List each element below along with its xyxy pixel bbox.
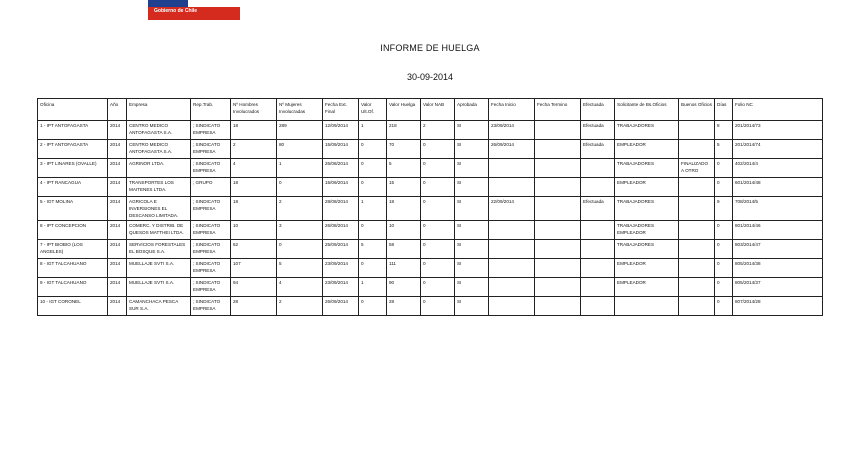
- table-cell: EMPLEADOR: [615, 278, 679, 297]
- table-cell: TRABAJADORES: [615, 159, 679, 178]
- table-cell: 10: [231, 221, 277, 240]
- table-cell: [679, 197, 715, 221]
- table-cell: 111: [387, 259, 421, 278]
- table-cell: 3 - IPT LINARES (OVALLE): [38, 159, 108, 178]
- table-cell: [581, 278, 615, 297]
- table-cell: [581, 221, 615, 240]
- table-row: [38, 121, 823, 140]
- table-cell: 0: [359, 140, 387, 159]
- table-cell: 0: [715, 297, 733, 316]
- table-cell: [535, 221, 581, 240]
- table-header-row: [38, 99, 823, 121]
- header-cell: Fecha Inicio: [489, 99, 535, 121]
- table-cell: CAMANCHACA PESCA SUR S.A.: [127, 297, 191, 316]
- table-cell: 0: [715, 259, 733, 278]
- table-cell: 15/09/2014: [323, 178, 359, 197]
- table-cell: ; SINDICATO EMPRESA: [191, 259, 231, 278]
- table-cell: 28/08/2014: [323, 197, 359, 221]
- table-cell: 18: [231, 178, 277, 197]
- table-cell: 5: [359, 240, 387, 259]
- table-cell: [581, 178, 615, 197]
- table-cell: 5: [277, 259, 323, 278]
- table-cell: SERVICIOS FORESTALES EL BOSQUE S.A.: [127, 240, 191, 259]
- header-cell: Aprobada: [455, 99, 489, 121]
- table-cell: TRANSPORTES LOS MAITENES LTDA.: [127, 178, 191, 197]
- table-cell: [581, 240, 615, 259]
- table-cell: [489, 297, 535, 316]
- table-cell: 15/09/2014: [323, 140, 359, 159]
- table-cell: 9: [715, 197, 733, 221]
- table-cell: 2014: [108, 178, 127, 197]
- table-cell: ; SINDICATO EMPRESA: [191, 240, 231, 259]
- table-cell: TRABAJADORES EMPLEADOR: [615, 221, 679, 240]
- table-cell: 107: [231, 259, 277, 278]
- table-cell: 28: [387, 297, 421, 316]
- table-cell: [489, 159, 535, 178]
- table-cell: 90: [387, 278, 421, 297]
- table-cell: 2: [277, 297, 323, 316]
- table-cell: 1: [277, 159, 323, 178]
- table-cell: 62: [231, 240, 277, 259]
- table-cell: [581, 297, 615, 316]
- table-cell: 58: [387, 240, 421, 259]
- table-cell: 218: [387, 121, 421, 140]
- table-cell: 3: [277, 221, 323, 240]
- table-cell: [679, 178, 715, 197]
- table-cell: [535, 278, 581, 297]
- table-cell: 26/08/2014: [323, 159, 359, 178]
- table-cell: SI: [455, 221, 489, 240]
- table-cell: CENTRO MEDICO ANTOFAGASTA S.A.: [127, 140, 191, 159]
- header-cell: Efectuada: [581, 99, 615, 121]
- table-cell: 2 - IPT ANTOFAGASTA: [38, 140, 108, 159]
- strike-report-table: [37, 98, 823, 316]
- table-cell: SI: [455, 259, 489, 278]
- header-cell: Fecha Termino: [535, 99, 581, 121]
- header-cell: Fecha Ext. Final: [323, 99, 359, 121]
- table-cell: 25/09/2014: [323, 240, 359, 259]
- table-cell: 2014: [108, 121, 127, 140]
- table-cell: 0: [277, 240, 323, 259]
- table-cell: SI: [455, 178, 489, 197]
- table-cell: 708/2014/5: [733, 197, 823, 221]
- table-cell: 805/2014/37: [733, 278, 823, 297]
- table-cell: CENTRO MEDICO ANTOFAGASTA S.A.: [127, 121, 191, 140]
- table-cell: TRABAJADORES: [615, 240, 679, 259]
- table-cell: ; GRUPO: [191, 178, 231, 197]
- table-cell: [489, 240, 535, 259]
- table-cell: ; SINDICATO EMPRESA: [191, 121, 231, 140]
- table-cell: 0: [359, 297, 387, 316]
- header-cell: Empresa: [127, 99, 191, 121]
- table-cell: ; SINDICATO EMPRESA: [191, 221, 231, 240]
- table-cell: 1: [359, 121, 387, 140]
- table-cell: 402/2014/4: [733, 159, 823, 178]
- table-row: [38, 221, 823, 240]
- table-cell: [581, 259, 615, 278]
- table-cell: 2014: [108, 197, 127, 221]
- table-cell: 0: [421, 297, 455, 316]
- table-cell: 289: [277, 121, 323, 140]
- table-cell: 7 - IPT BIOBIO (LOS ANGELES): [38, 240, 108, 259]
- table-cell: AGRICOLA E INVERSIONES EL DESCANSO LIMITADA.: [127, 197, 191, 221]
- table-cell: TRABAJADORES: [615, 121, 679, 140]
- table-cell: [679, 121, 715, 140]
- table-row: [38, 297, 823, 316]
- table-cell: [535, 259, 581, 278]
- table-cell: 23/09/2014: [489, 121, 535, 140]
- table-cell: 18: [231, 197, 277, 221]
- table-cell: 0: [421, 140, 455, 159]
- table-cell: 15: [387, 178, 421, 197]
- table-cell: [679, 278, 715, 297]
- table-cell: [679, 140, 715, 159]
- table-cell: 1: [359, 197, 387, 221]
- table-cell: 0: [359, 259, 387, 278]
- table-cell: 0: [359, 159, 387, 178]
- table-cell: SI: [455, 240, 489, 259]
- table-cell: 70: [387, 140, 421, 159]
- table-cell: [679, 297, 715, 316]
- table-cell: SI: [455, 140, 489, 159]
- table-cell: 2014: [108, 159, 127, 178]
- table-cell: 5: [715, 140, 733, 159]
- table-cell: 12/09/2014: [323, 121, 359, 140]
- header-cell: Valor Ult.Of.: [359, 99, 387, 121]
- table-cell: [535, 197, 581, 221]
- table-row: [38, 278, 823, 297]
- table-cell: 2: [277, 197, 323, 221]
- table-cell: 201/2014/74: [733, 140, 823, 159]
- table-row: [38, 240, 823, 259]
- table-cell: 0: [421, 240, 455, 259]
- table-row: [38, 197, 823, 221]
- table-cell: [535, 140, 581, 159]
- table-cell: 0: [715, 278, 733, 297]
- table-cell: Efectuada: [581, 197, 615, 221]
- table-cell: 5: [387, 159, 421, 178]
- table-cell: ; SINDICATO EMPRESA: [191, 140, 231, 159]
- table-cell: Efectuada: [581, 121, 615, 140]
- table-cell: 26/09/2014: [489, 140, 535, 159]
- table-cell: 0: [421, 197, 455, 221]
- table-cell: 2014: [108, 297, 127, 316]
- table-cell: 1 - IPT ANTOFAGASTA: [38, 121, 108, 140]
- table-cell: 10: [387, 221, 421, 240]
- table-cell: 2: [421, 121, 455, 140]
- table-cell: SI: [455, 121, 489, 140]
- table-cell: 601/2014/48: [733, 178, 823, 197]
- table-cell: 2014: [108, 240, 127, 259]
- table-cell: [535, 297, 581, 316]
- table-cell: 28: [231, 297, 277, 316]
- table-cell: 26/08/2014: [323, 221, 359, 240]
- table-cell: [581, 159, 615, 178]
- table-cell: EMPLEADOR: [615, 178, 679, 197]
- header-cell: Folio NC: [733, 99, 823, 121]
- table-cell: 18: [231, 121, 277, 140]
- table-cell: SI: [455, 278, 489, 297]
- table-cell: 1: [359, 278, 387, 297]
- table-cell: FINALIZADO A OTRO: [679, 159, 715, 178]
- table-cell: 805/2014/38: [733, 259, 823, 278]
- table-cell: SI: [455, 159, 489, 178]
- table-cell: [679, 259, 715, 278]
- table-cell: 2014: [108, 259, 127, 278]
- table-cell: 0: [715, 178, 733, 197]
- table-row: [38, 159, 823, 178]
- table-cell: [535, 240, 581, 259]
- table-cell: 8 - IGT TALCAHUANO: [38, 259, 108, 278]
- table-cell: 2014: [108, 221, 127, 240]
- table-cell: 201/2014/73: [733, 121, 823, 140]
- table-cell: [679, 221, 715, 240]
- table-cell: 0: [421, 259, 455, 278]
- table-cell: EMPLEADOR: [615, 140, 679, 159]
- table-cell: 0: [421, 221, 455, 240]
- table-cell: 2: [231, 140, 277, 159]
- header-cell: Valor NAB: [421, 99, 455, 121]
- table-cell: 9 - IGT TALCAHUANO: [38, 278, 108, 297]
- header-cell: Nº Hombres Involucrados: [231, 99, 277, 121]
- table-cell: 0: [359, 178, 387, 197]
- table-cell: 8 - IPT CONCEPCION: [38, 221, 108, 240]
- table-cell: 22/09/2014: [489, 197, 535, 221]
- table-cell: 0: [421, 159, 455, 178]
- gobierno-de-chile-logo: [148, 0, 240, 20]
- report-title: INFORME DE HUELGA: [380, 43, 480, 53]
- table-cell: 0: [715, 159, 733, 178]
- table-cell: [679, 240, 715, 259]
- table-row: [38, 140, 823, 159]
- table-cell: 807/2014/28: [733, 297, 823, 316]
- table-cell: 2014: [108, 140, 127, 159]
- header-cell: Oficina: [38, 99, 108, 121]
- table-cell: 4: [231, 159, 277, 178]
- logo-text: Gobierno de Chile: [154, 8, 198, 14]
- table-cell: TRABAJADORES: [615, 197, 679, 221]
- table-cell: 80: [277, 140, 323, 159]
- table-cell: 0: [277, 178, 323, 197]
- table-cell: 2014: [108, 278, 127, 297]
- table-cell: 0: [359, 221, 387, 240]
- table-cell: 10 - IGT CORONEL: [38, 297, 108, 316]
- table-cell: ; SINDICATO EMPRESA: [191, 297, 231, 316]
- table-cell: 5 - IGT MOLINA: [38, 197, 108, 221]
- header-cell: Valor Huelga: [387, 99, 421, 121]
- table-cell: [489, 278, 535, 297]
- logo-blue-band: [148, 0, 188, 7]
- table-cell: 0: [421, 278, 455, 297]
- header-cell: Días: [715, 99, 733, 121]
- table-cell: [535, 159, 581, 178]
- table-cell: 4: [277, 278, 323, 297]
- table-cell: 8: [715, 121, 733, 140]
- table-cell: ; SINDICATO EMPRESA: [191, 159, 231, 178]
- table-cell: 801/2014/46: [733, 221, 823, 240]
- table-cell: 4 - IPT RANCAGUA: [38, 178, 108, 197]
- table-cell: [489, 178, 535, 197]
- table-cell: [489, 221, 535, 240]
- table-cell: ; SINDICATO EMPRESA: [191, 278, 231, 297]
- table-cell: [535, 178, 581, 197]
- table-cell: MUELLAJE SVTI S.A.: [127, 259, 191, 278]
- table-cell: 26/09/2014: [323, 297, 359, 316]
- header-cell: Año: [108, 99, 127, 121]
- header-cell: Solicitante de Bs.Oficios: [615, 99, 679, 121]
- table-cell: [615, 297, 679, 316]
- table-cell: 0: [421, 178, 455, 197]
- table-cell: 18: [387, 197, 421, 221]
- table-cell: COMERC. Y DISTRIB. DE QUESOS MATTHEI LTDA.: [127, 221, 191, 240]
- header-cell: Nº Mujeres Involucradas: [277, 99, 323, 121]
- table-row: [38, 178, 823, 197]
- table-body: [38, 121, 823, 316]
- report-date: 30-09-2014: [406, 72, 454, 82]
- header-cell: Rep.Trab.: [191, 99, 231, 121]
- table-cell: 94: [231, 278, 277, 297]
- header-cell: Buenos Oficios: [679, 99, 715, 121]
- table-cell: EMPLEADOR: [615, 259, 679, 278]
- table-cell: ; SINDICATO EMPRESA: [191, 197, 231, 221]
- table-row: [38, 259, 823, 278]
- table-cell: 803/2014/47: [733, 240, 823, 259]
- table-cell: 23/09/2014: [323, 259, 359, 278]
- table-cell: Efectuada: [581, 140, 615, 159]
- table-cell: 23/09/2014: [323, 278, 359, 297]
- table-cell: [489, 259, 535, 278]
- table-cell: AGRINOR LTDA.: [127, 159, 191, 178]
- table-cell: MUELLAJE SVTI S.A.: [127, 278, 191, 297]
- table-cell: SI: [455, 197, 489, 221]
- table-cell: [535, 121, 581, 140]
- table-cell: SI: [455, 297, 489, 316]
- table-cell: 0: [715, 240, 733, 259]
- table-cell: 0: [715, 221, 733, 240]
